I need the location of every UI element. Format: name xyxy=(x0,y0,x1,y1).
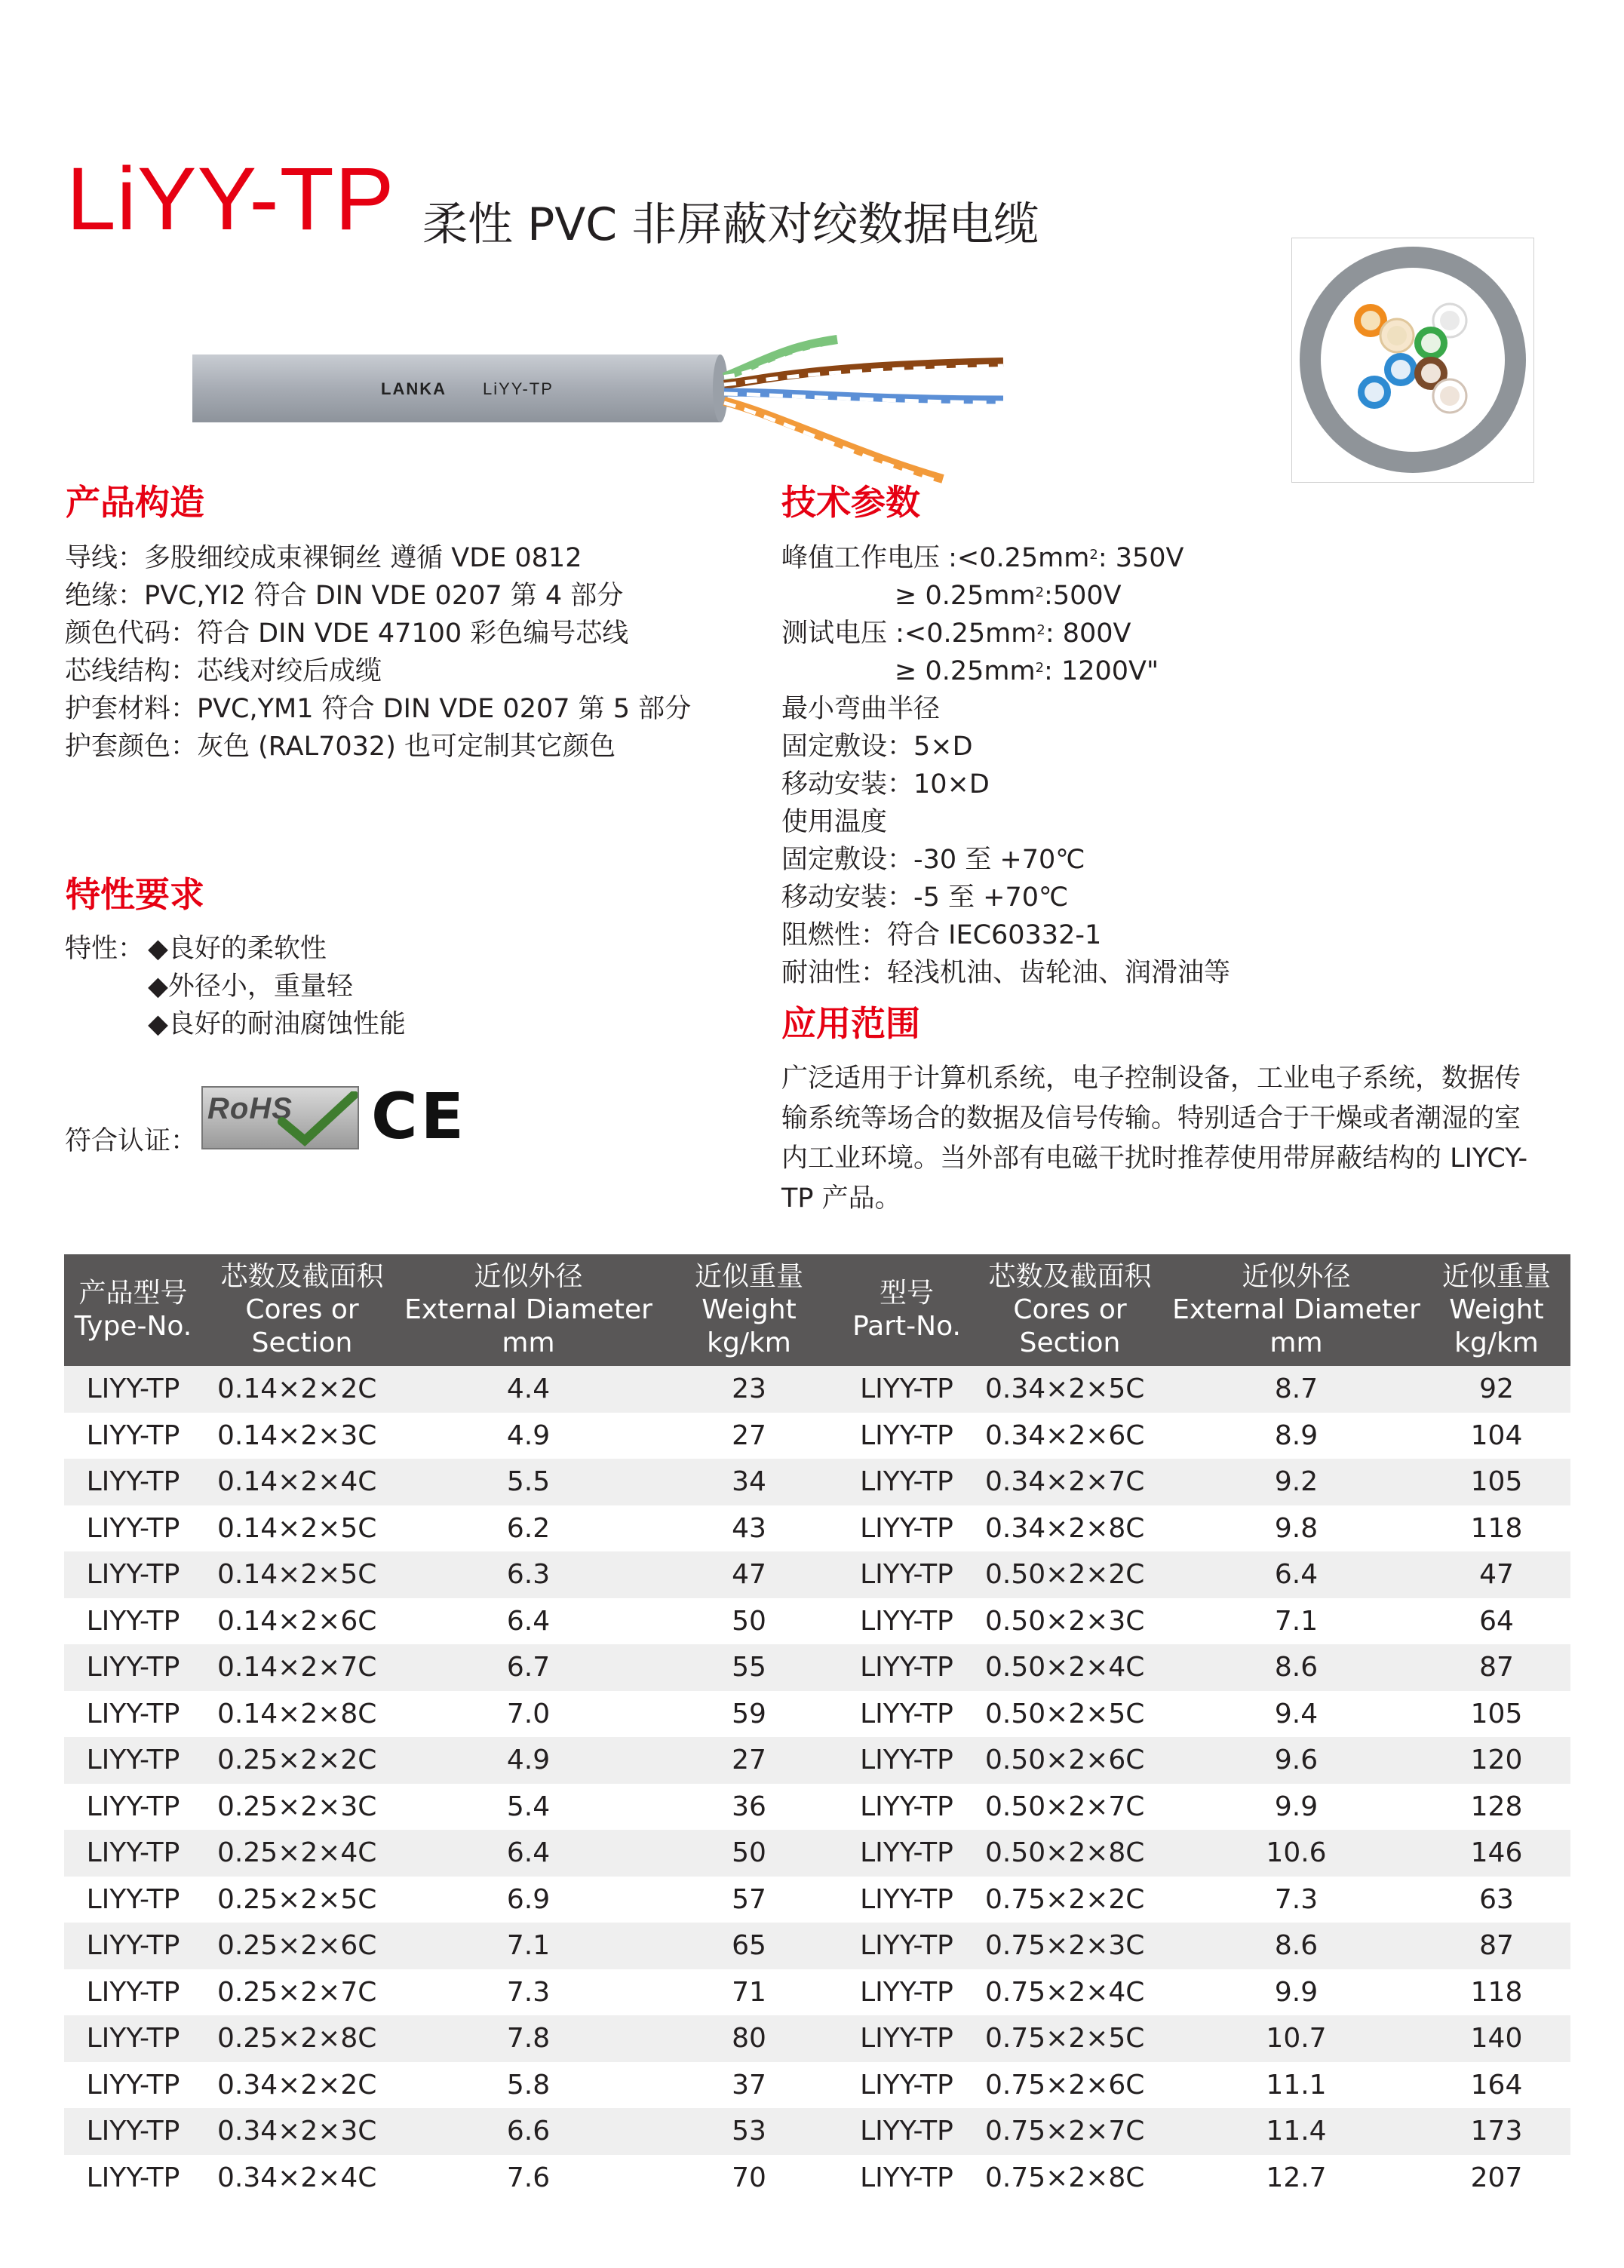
table-cell: 6.6 xyxy=(402,2108,655,2155)
features-label: 特性： xyxy=(65,934,145,964)
table-header-text: 近似重量 xyxy=(694,1261,803,1292)
table-cell: 0.14×2×3C xyxy=(202,1413,402,1459)
table-cell: LIYY-TP xyxy=(843,1877,970,1923)
table-cell: 0.14×2×8C xyxy=(202,1691,402,1738)
table-cell: 11.4 xyxy=(1170,2108,1423,2155)
table-cell: 6.4 xyxy=(402,1830,655,1877)
features-heading: 特性要求 xyxy=(66,874,204,915)
table-header-text: Section xyxy=(251,1327,353,1358)
table-header-cell xyxy=(402,1254,655,1366)
table-cell: 8.7 xyxy=(1170,1366,1423,1413)
table-cell: LIYY-TP xyxy=(64,1598,202,1645)
table-cell: 87 xyxy=(1423,1923,1570,1969)
table-row xyxy=(64,1366,1570,1413)
table-header-text: Section xyxy=(1019,1327,1121,1358)
table-cell: 118 xyxy=(1423,1505,1570,1552)
table-cell: 118 xyxy=(1423,1969,1570,2016)
table-cell: 8.9 xyxy=(1170,1413,1423,1459)
construction-line: 绝缘：PVC,YI2 符合 DIN VDE 0207 第 4 部分 xyxy=(65,581,624,611)
table-cell: 64 xyxy=(1423,1598,1570,1645)
table-cell: 0.34×2×4C xyxy=(202,2155,402,2202)
table-cell: 9.8 xyxy=(1170,1505,1423,1552)
table-row xyxy=(64,2155,1570,2202)
table-cell: LIYY-TP xyxy=(843,1366,970,1413)
table-cell: LIYY-TP xyxy=(64,1413,202,1459)
table-cell: 7.3 xyxy=(1170,1877,1423,1923)
features-list xyxy=(148,930,406,1043)
table-header-text: mm xyxy=(502,1327,555,1358)
table-header-cell xyxy=(655,1254,843,1366)
table-cell: LIYY-TP xyxy=(64,1969,202,2016)
table-header-text: 近似外径 xyxy=(1242,1261,1351,1292)
technical-line: 使用温度 xyxy=(781,807,888,837)
table-header-text: Part-No. xyxy=(852,1311,961,1342)
table-cell: 0.75×2×5C xyxy=(970,2015,1170,2062)
table-cell: 0.34×2×3C xyxy=(202,2108,402,2155)
cable-illustration xyxy=(189,332,1018,498)
table-row xyxy=(64,1459,1570,1505)
table-row xyxy=(64,1784,1570,1831)
technical-line: 最小弯曲半径 xyxy=(781,694,941,724)
table-cell: 70 xyxy=(655,2155,843,2202)
table-cell: 50 xyxy=(655,1830,843,1877)
feature-item: ◆良好的耐油腐蚀性能 xyxy=(148,1009,406,1039)
table-cell: 0.50×2×2C xyxy=(970,1551,1170,1598)
table-header-cell xyxy=(1170,1254,1423,1366)
cable-jacket xyxy=(192,354,720,422)
table-cell: 53 xyxy=(655,2108,843,2155)
table-cell: 6.2 xyxy=(402,1505,655,1552)
cable-cross-section xyxy=(1291,238,1534,483)
table-cell: 173 xyxy=(1423,2108,1570,2155)
application-line: 内工业环境。当外部有电磁干扰时推荐使用带屏蔽结构的 LIYCY- xyxy=(781,1143,1528,1174)
table-cell: LIYY-TP xyxy=(843,2155,970,2202)
table-cell: LIYY-TP xyxy=(64,2062,202,2109)
technical-line: 固定敷设：5×D xyxy=(781,732,973,762)
technical-line: 移动安装：10×D xyxy=(781,769,990,799)
table-cell: 0.75×2×4C xyxy=(970,1969,1170,2016)
technical-line: 阻燃性：符合 IEC60332-1 xyxy=(781,920,1102,950)
table-cell: 0.25×2×8C xyxy=(202,2015,402,2062)
test-voltage-line-2: ≥ $0.25mm^2$: 1200V" xyxy=(895,656,1159,686)
table-cell: LIYY-TP xyxy=(64,1830,202,1877)
table-cell: LIYY-TP xyxy=(843,1830,970,1877)
rohs-logo xyxy=(201,1086,359,1149)
table-cell: LIYY-TP xyxy=(64,1551,202,1598)
table-cell: 140 xyxy=(1423,2015,1570,2062)
table-cell: 6.9 xyxy=(402,1877,655,1923)
table-cell: 105 xyxy=(1423,1691,1570,1738)
table-header-text: Weight xyxy=(1449,1294,1544,1325)
application-line: TP 产品。 xyxy=(781,1183,901,1214)
table-cell: 6.3 xyxy=(402,1551,655,1598)
table-cell: LIYY-TP xyxy=(843,1691,970,1738)
application-heading: 应用范围 xyxy=(781,1003,920,1044)
table-row xyxy=(64,2108,1570,2155)
table-cell: 0.50×2×6C xyxy=(970,1737,1170,1784)
product-title: LiYY-TP xyxy=(66,149,395,249)
table-cell: 0.34×2×7C xyxy=(970,1459,1170,1505)
peak-voltage-line-2: ≥ $0.25mm^2:500V$ xyxy=(895,581,1122,611)
table-cell: 0.34×2×5C xyxy=(970,1366,1170,1413)
table-header-text: kg/km xyxy=(1454,1327,1539,1358)
table-cell: 0.75×2×7C xyxy=(970,2108,1170,2155)
table-cell: 43 xyxy=(655,1505,843,1552)
test-voltage-line-1: 测试电压 $:<0.25mm^2$: 800V xyxy=(781,618,1131,649)
table-cell: LIYY-TP xyxy=(843,1413,970,1459)
technical-heading: 技术参数 xyxy=(781,482,920,523)
table-cell: 7.8 xyxy=(402,2015,655,2062)
table-cell: 50 xyxy=(655,1598,843,1645)
table-cell: LIYY-TP xyxy=(843,2062,970,2109)
technical-line: 固定敷设：-30 至 +70℃ xyxy=(781,845,1085,875)
construction-list xyxy=(65,539,691,766)
table-cell: 92 xyxy=(1423,1366,1570,1413)
table-cell: 8.6 xyxy=(1170,1923,1423,1969)
table-cell: 55 xyxy=(655,1644,843,1691)
table-cell: 7.6 xyxy=(402,2155,655,2202)
table-cell: 120 xyxy=(1423,1737,1570,1784)
construction-line: 颜色代码：符合 DIN VDE 47100 彩色编号芯线 xyxy=(65,618,629,649)
table-cell: LIYY-TP xyxy=(64,1366,202,1413)
table-cell: 0.50×2×5C xyxy=(970,1691,1170,1738)
table-row xyxy=(64,1598,1570,1645)
table-cell: 65 xyxy=(655,1923,843,1969)
table-cell: 0.14×2×4C xyxy=(202,1459,402,1505)
table-cell: 105 xyxy=(1423,1459,1570,1505)
table-header-text: Type-No. xyxy=(74,1311,192,1342)
table-cell: 4.9 xyxy=(402,1413,655,1459)
technical-list xyxy=(781,539,1230,992)
table-cell: 0.25×2×3C xyxy=(202,1784,402,1831)
table-cell: 4.4 xyxy=(402,1366,655,1413)
table-cell: 59 xyxy=(655,1691,843,1738)
table-cell: LIYY-TP xyxy=(843,1505,970,1552)
table-cell: LIYY-TP xyxy=(843,1551,970,1598)
table-header-text: 型号 xyxy=(879,1278,934,1309)
table-cell: 0.25×2×2C xyxy=(202,1737,402,1784)
table-cell: 57 xyxy=(655,1877,843,1923)
table-cell: 7.1 xyxy=(1170,1598,1423,1645)
table-cell: LIYY-TP xyxy=(843,1923,970,1969)
table-cell: 47 xyxy=(1423,1551,1570,1598)
table-cell: 0.75×2×6C xyxy=(970,2062,1170,2109)
construction-line: 芯线结构：芯线对绞后成缆 xyxy=(65,656,382,686)
table-row xyxy=(64,1505,1570,1552)
technical-line: 耐油性：轻浅机油、齿轮油、润滑油等 xyxy=(781,958,1231,988)
table-cell: LIYY-TP xyxy=(64,2108,202,2155)
table-cell: LIYY-TP xyxy=(64,1923,202,1969)
table-header-cell xyxy=(843,1254,970,1366)
table-cell: 5.5 xyxy=(402,1459,655,1505)
table-header-text: Cores or xyxy=(245,1294,359,1325)
table-cell: 5.8 xyxy=(402,2062,655,2109)
certification-label: 符合认证： xyxy=(65,1126,198,1156)
table-cell: 0.25×2×5C xyxy=(202,1877,402,1923)
application-paragraph xyxy=(781,1059,1581,1219)
table-header-text: mm xyxy=(1269,1327,1323,1358)
cable-model-print: LiYY-TP xyxy=(483,379,554,398)
table-cell: 7.0 xyxy=(402,1691,655,1738)
table-row xyxy=(64,1969,1570,2016)
table-cell: 23 xyxy=(655,1366,843,1413)
table-cell: 0.34×2×6C xyxy=(970,1413,1170,1459)
table-cell: 104 xyxy=(1423,1413,1570,1459)
table-cell: 5.4 xyxy=(402,1784,655,1831)
table-cell: 9.2 xyxy=(1170,1459,1423,1505)
table-cell: LIYY-TP xyxy=(64,1737,202,1784)
table-header-text: 近似外径 xyxy=(474,1261,583,1292)
table-cell: LIYY-TP xyxy=(843,2015,970,2062)
table-cell: 71 xyxy=(655,1969,843,2016)
table-cell: LIYY-TP xyxy=(843,1644,970,1691)
product-subtitle: 柔性 PVC 非屏蔽对绞数据电缆 xyxy=(422,198,1039,251)
table-cell: 0.50×2×3C xyxy=(970,1598,1170,1645)
table-header-cell xyxy=(64,1254,202,1366)
application-line: 广泛适用于计算机系统，电子控制设备，工业电子系统，数据传 xyxy=(781,1063,1521,1094)
table-cell: 9.9 xyxy=(1170,1784,1423,1831)
table-cell: 0.25×2×6C xyxy=(202,1923,402,1969)
table-cell: 7.1 xyxy=(402,1923,655,1969)
table-body xyxy=(64,1366,1570,2201)
table-cell: 36 xyxy=(655,1784,843,1831)
table-cell: 0.14×2×5C xyxy=(202,1505,402,1552)
table-row xyxy=(64,1877,1570,1923)
table-row xyxy=(64,1737,1570,1784)
table-cell: LIYY-TP xyxy=(64,1644,202,1691)
table-cell: 47 xyxy=(655,1551,843,1598)
table-cell: LIYY-TP xyxy=(64,1691,202,1738)
check-icon xyxy=(275,1091,358,1148)
table-cell: 37 xyxy=(655,2062,843,2109)
construction-line: 护套材料：PVC,YM1 符合 DIN VDE 0207 第 5 部分 xyxy=(65,694,692,724)
application-line: 输系统等场合的数据及信号传输。特别适合于干燥或者潮湿的室 xyxy=(781,1103,1521,1134)
table-cell: 6.4 xyxy=(402,1598,655,1645)
table-cell: 0.14×2×7C xyxy=(202,1644,402,1691)
table-cell: 0.34×2×2C xyxy=(202,2062,402,2109)
table-cell: LIYY-TP xyxy=(843,1737,970,1784)
table-cell: 0.25×2×7C xyxy=(202,1969,402,2016)
orange-pair-wire xyxy=(724,401,943,479)
table-cell: 0.14×2×5C xyxy=(202,1551,402,1598)
table-cell: 164 xyxy=(1423,2062,1570,2109)
table-cell: 0.34×2×8C xyxy=(970,1505,1170,1552)
table-cell: LIYY-TP xyxy=(64,1877,202,1923)
table-row xyxy=(64,1923,1570,1969)
table-cell: 10.6 xyxy=(1170,1830,1423,1877)
table-cell: 34 xyxy=(655,1459,843,1505)
construction-line: 导线：多股细绞成束裸铜丝 遵循 VDE 0812 xyxy=(65,543,582,573)
construction-line: 护套颜色：灰色 (RAL7032) 也可定制其它颜色 xyxy=(65,732,616,762)
table-cell: 9.4 xyxy=(1170,1691,1423,1738)
table-cell: 0.50×2×7C xyxy=(970,1784,1170,1831)
table-cell: 10.7 xyxy=(1170,2015,1423,2062)
table-cell: LIYY-TP xyxy=(843,1784,970,1831)
table-cell: 9.9 xyxy=(1170,1969,1423,2016)
ce-text: CE xyxy=(371,1079,468,1153)
feature-item: ◆外径小，重量轻 xyxy=(148,971,353,1002)
table-cell: 207 xyxy=(1423,2155,1570,2202)
table-cell: 63 xyxy=(1423,1877,1570,1923)
table-row xyxy=(64,2015,1570,2062)
table-cell: LIYY-TP xyxy=(843,1598,970,1645)
table-cell: 12.7 xyxy=(1170,2155,1423,2202)
construction-heading: 产品构造 xyxy=(66,482,204,523)
table-header-text: External Diameter xyxy=(404,1294,652,1325)
table-cell: LIYY-TP xyxy=(64,1459,202,1505)
table-cell: 4.9 xyxy=(402,1737,655,1784)
table-header-text: kg/km xyxy=(707,1327,791,1358)
table-cell: 0.75×2×3C xyxy=(970,1923,1170,1969)
table-cell: LIYY-TP xyxy=(64,2155,202,2202)
table-row xyxy=(64,1830,1570,1877)
table-cell: 7.3 xyxy=(402,1969,655,2016)
table-row xyxy=(64,1691,1570,1738)
table-header-text: External Diameter xyxy=(1172,1294,1420,1325)
rohs-text: RoHS xyxy=(207,1092,293,1125)
table-cell: 27 xyxy=(655,1413,843,1459)
peak-voltage-line-1: 峰值工作电压 $:<0.25mm^2$: 350V xyxy=(781,543,1184,573)
table-cell: 0.50×2×4C xyxy=(970,1644,1170,1691)
table-cell: LIYY-TP xyxy=(64,1505,202,1552)
table-cell: 80 xyxy=(655,2015,843,2062)
table-cell: LIYY-TP xyxy=(64,2015,202,2062)
table-header-row xyxy=(64,1254,1570,1366)
table-row xyxy=(64,1551,1570,1598)
table-cell: 9.6 xyxy=(1170,1737,1423,1784)
ce-mark xyxy=(371,1079,468,1153)
feature-item: ◆良好的柔软性 xyxy=(148,934,327,964)
table-cell: LIYY-TP xyxy=(64,1784,202,1831)
table-cell: 128 xyxy=(1423,1784,1570,1831)
table-row xyxy=(64,1644,1570,1691)
table-cell: 0.25×2×4C xyxy=(202,1830,402,1877)
table-header-text: Cores or xyxy=(1013,1294,1127,1325)
table-cell: 8.6 xyxy=(1170,1644,1423,1691)
table-header-text: 产品型号 xyxy=(78,1278,188,1309)
table-header-text: Weight xyxy=(701,1294,797,1325)
cable-brand-print: LANKA xyxy=(381,379,447,398)
table-cell: 27 xyxy=(655,1737,843,1784)
spec-table xyxy=(64,1254,1570,2201)
table-cell: 6.4 xyxy=(1170,1551,1423,1598)
table-cell: LIYY-TP xyxy=(843,1459,970,1505)
table-header-text: 芯数及截面积 xyxy=(988,1261,1152,1292)
table-cell: 11.1 xyxy=(1170,2062,1423,2109)
table-cell: 0.75×2×8C xyxy=(970,2155,1170,2202)
table-cell: 0.14×2×6C xyxy=(202,1598,402,1645)
table-row xyxy=(64,2062,1570,2109)
table-header-cell xyxy=(202,1254,402,1366)
table-header-text: 芯数及截面积 xyxy=(220,1261,384,1292)
table-cell: 87 xyxy=(1423,1644,1570,1691)
table-header-cell xyxy=(1423,1254,1570,1366)
table-row xyxy=(64,1413,1570,1459)
table-cell: LIYY-TP xyxy=(843,2108,970,2155)
table-header-text: 近似重量 xyxy=(1441,1261,1551,1292)
technical-line: 移动安装：-5 至 +70℃ xyxy=(781,882,1069,913)
table-cell: 6.7 xyxy=(402,1644,655,1691)
table-header-cell xyxy=(970,1254,1170,1366)
table-cell: 0.50×2×8C xyxy=(970,1830,1170,1877)
table-cell: 0.14×2×2C xyxy=(202,1366,402,1413)
table-cell: 146 xyxy=(1423,1830,1570,1877)
table-cell: LIYY-TP xyxy=(843,1969,970,2016)
table-cell: 0.75×2×2C xyxy=(970,1877,1170,1923)
